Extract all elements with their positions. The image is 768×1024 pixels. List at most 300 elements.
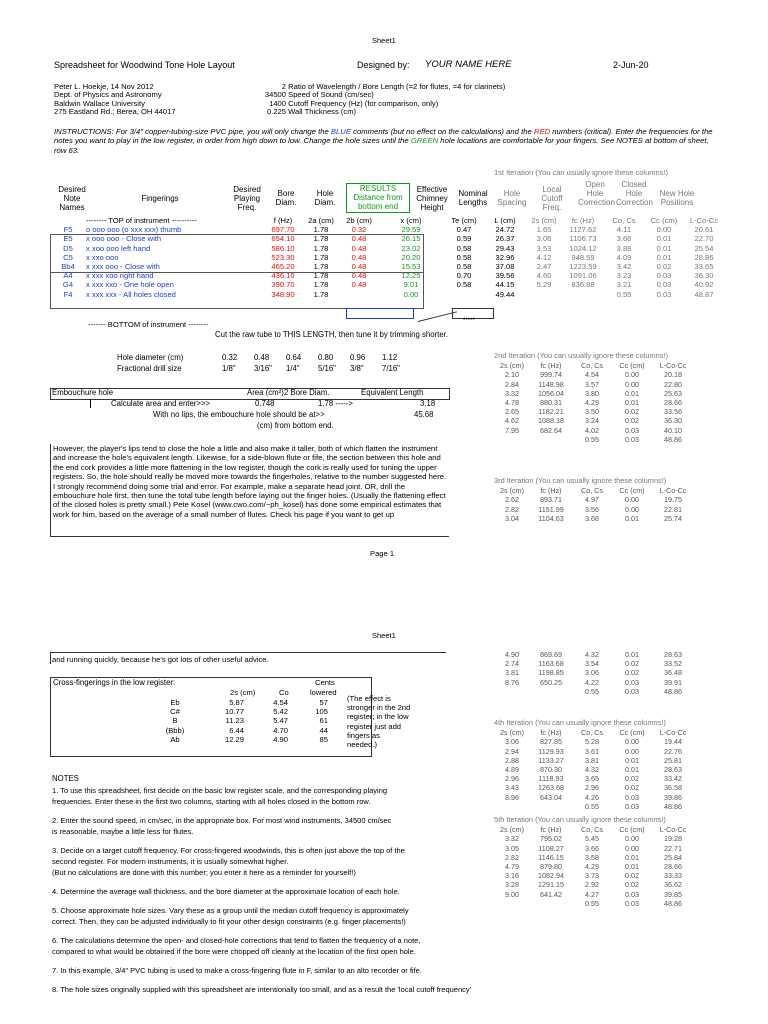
iteration-cell: 1104.63 — [538, 513, 564, 523]
iteration-cell: 4.54 — [585, 370, 599, 380]
col-header-bore: Bore Diam. — [275, 189, 297, 207]
page2-first-line: and running quickly, because he's got lots of other useful advice. — [52, 655, 269, 664]
note-line: 4. Determine the average wall thickness, and the bore diameter at the approximate location of each hole. — [52, 887, 400, 896]
group-box-left — [50, 234, 424, 273]
bore-value: 1.78 -----> — [318, 399, 353, 408]
note-line: (But no calculations are done with this number; you enter it here as a reminder for yourself!) — [52, 868, 356, 877]
cell-f[interactable]: 390.70 — [271, 280, 295, 290]
cell-x: 23.02 — [401, 243, 421, 253]
iteration-cell: 36.62 — [664, 880, 682, 890]
iteration-header-cell: L-Co-Cc — [659, 361, 687, 370]
cell-b[interactable]: 0.48 — [351, 280, 367, 290]
iteration-cell: 8.96 — [505, 792, 519, 802]
cell-l: 39.56 — [495, 271, 515, 281]
cell-a: 1.78 — [313, 289, 329, 299]
cross-cell: 5.47 — [273, 716, 288, 726]
hole-diam-value: 0.64 — [286, 353, 302, 362]
iteration-row — [494, 678, 694, 687]
cell-f[interactable]: 523.30 — [271, 252, 295, 262]
cell-te: 0.58 — [456, 262, 472, 272]
iteration-cell: 4.89 — [505, 765, 519, 774]
iteration-cell: 4.22 — [585, 677, 599, 687]
iteration-cell: 0.03 — [625, 792, 639, 802]
iteration-cell: 9.00 — [505, 889, 519, 899]
note-line: 2. Enter the sound speed, in cm/sec, in the appropriate box. For most wind instruments, 34500 cm/sec — [52, 816, 392, 825]
cell-fing[interactable]: x xxx xoo right hand — [86, 271, 154, 281]
hole-diam-value: 0.32 — [222, 353, 238, 362]
iteration-cell: 0.03 — [625, 434, 639, 444]
iteration-cell: 3.73 — [585, 871, 599, 881]
results-box-bottom — [346, 308, 414, 319]
iteration-header — [494, 728, 694, 737]
author-line: Peter L. Hoekje, 14 Nov 2012 — [54, 82, 154, 91]
params-block — [256, 83, 505, 117]
iteration-cell: 48.86 — [664, 686, 682, 696]
iteration-row — [494, 659, 694, 668]
col-header-fingerings: Fingerings — [141, 194, 179, 203]
page-2 — [0, 590, 768, 1024]
iteration-cell: 0.01 — [625, 765, 639, 774]
iteration-row — [494, 765, 694, 774]
cell-lcc: 40.92 — [694, 280, 714, 290]
col-header-nominal: Nominal Lengths — [458, 189, 488, 207]
iteration-cell: 1056.04 — [538, 388, 564, 398]
cell-cc: 0.00 — [656, 225, 672, 235]
iteration-title: 2nd Iteration (You can usually ignore these columns!) — [494, 351, 668, 360]
cell-s: 4.12 — [536, 252, 552, 262]
cell-x: 9.01 — [403, 280, 419, 290]
cell-fing[interactable]: x xxx xxo - One hole open — [86, 280, 174, 290]
iteration-row — [494, 416, 694, 425]
iteration-row — [494, 495, 694, 504]
cell-fing[interactable]: x xxx xxx - All holes closed — [86, 289, 176, 299]
iteration-row — [494, 880, 694, 889]
cell-fc — [562, 290, 604, 299]
cross-row — [140, 726, 332, 735]
date: 2-Jun-20 — [613, 60, 649, 70]
area-label: Area (cm²) — [247, 388, 284, 397]
iteration-cell: 4.32 — [585, 765, 599, 774]
note-line: 1. To use this spreadsheet, first decide on the basic low register scale, and the corresponding playing — [52, 786, 388, 795]
iteration-cell: 2.62 — [505, 495, 519, 505]
iteration-cell: 3.50 — [585, 407, 599, 417]
iteration-header-cell: 2s (cm) — [500, 361, 524, 370]
iteration-cell: 999.74 — [540, 370, 562, 380]
iteration-cell: 2.74 — [505, 659, 519, 669]
cross-cell: 85 — [319, 734, 328, 744]
iteration-cell: 1148.98 — [538, 379, 564, 389]
cross-cell: 4.90 — [273, 734, 288, 744]
cross-cell: Eb — [170, 698, 180, 707]
cell-s: 4.60 — [536, 271, 552, 281]
hole-diam-label: Hole diameter (cm) — [117, 353, 184, 362]
iteration-cell: 0.00 — [625, 379, 639, 389]
area-value[interactable]: 0.748 — [255, 399, 275, 408]
iteration-cell: 36.30 — [664, 416, 682, 426]
col-header-freq: Desired Playing Freq. — [233, 185, 261, 212]
iteration-row — [494, 756, 694, 765]
iteration-cell: 39.85 — [664, 889, 682, 899]
cross-cell: (Bbb) — [165, 725, 185, 735]
cell-fing[interactable]: x xxx ooo - Close with — [86, 262, 160, 272]
cursor-bar — [90, 399, 91, 408]
cross-cell: B — [172, 716, 178, 726]
cell-te: 0.58 — [456, 280, 472, 290]
cell-fc: 1024.12 — [569, 243, 597, 253]
cell-fing[interactable]: o ooo ooo (o xxx xxx) thumb — [86, 225, 182, 235]
cross-cell: 4.54 — [273, 698, 288, 707]
page-number: Page 1 — [370, 549, 395, 558]
cell-f[interactable]: 348.90 — [271, 289, 295, 299]
cell-lcc: 36.30 — [694, 271, 714, 281]
iteration-header-cell: fc (Hz) — [540, 825, 562, 834]
author-line: Baldwin Wallace University — [54, 98, 145, 108]
cell-l: 29.43 — [495, 243, 515, 253]
cell-cc: 0.03 — [656, 271, 672, 281]
cell-cc: 0.01 — [656, 252, 672, 262]
cell-b[interactable]: 0.48 — [351, 234, 367, 244]
cell-note[interactable]: E5 — [63, 234, 73, 244]
bore-label: 2 Bore Diam. — [284, 388, 330, 397]
cell-co: 3.23 — [616, 271, 632, 281]
cell-cc: 0.01 — [656, 243, 672, 253]
iteration-row — [494, 899, 694, 908]
iteration-cell: 4.90 — [505, 650, 519, 659]
iteration-cell: 33.52 — [664, 659, 682, 669]
cross-table — [140, 698, 332, 744]
iteration-cell: 0.02 — [625, 774, 639, 784]
iteration-cell: 0.01 — [625, 755, 639, 765]
iteration-cell: 880.31 — [540, 398, 562, 407]
cell-fing[interactable]: x ooo ooo - Close with — [86, 234, 162, 244]
cell-cc: 0.02 — [656, 262, 672, 272]
paragraph-lips: However, the player's lips tend to close the hole a little and also make it taller, both of which flatten the instrument and increase the hole's equivalent length. Likewise, for a side-blown flute or fife, the section between this hole and the end cork provides a little more flattening in the low register, though the cork is really used for tuning the upper registers. So, the hole should really be moved more towards the fingerholes, relative to the number suggested here. I strongly recommend doing some trial and error. For example, make a separate head joint. OR, drill the embouchure hole first, then tune the total tube length before laying out the finger holes. (Usually the flattening effect of the closed holes is pretty small.) Pete Kosel (www.cwo.com/~ph_kosel) has done some empirical estimates that work for him, based on the average of a small number of flutes. Check his page if you want to get up — [50, 444, 449, 537]
col-header-closed: Closed Hole Correction — [616, 180, 653, 207]
cell-lcc: 28.86 — [694, 252, 714, 262]
cell-co: 4.09 — [616, 252, 632, 262]
iteration-header-cell: Cc (cm) — [619, 728, 645, 737]
cross-row — [140, 735, 332, 744]
iteration-title: 4th Iteration (You can usually ignore these columns!) — [494, 718, 666, 727]
iteration-cell: 2.96 — [585, 783, 599, 793]
iteration-row — [494, 793, 694, 802]
cell-fc: 1106.73 — [569, 234, 597, 244]
iteration-cell: 22.71 — [664, 843, 682, 853]
iteration-cell: 4.78 — [505, 398, 519, 407]
col-header-results: RESULTS Distance from bottom end — [346, 183, 410, 213]
iteration-row — [494, 862, 694, 871]
col-header-hole: Hole Diam. — [314, 189, 336, 207]
cross-cell: Ab — [170, 734, 180, 744]
iteration-cell: 0.55 — [585, 898, 599, 908]
drill-value: 3/16" — [254, 364, 272, 373]
iteration-cell: 28.66 — [664, 398, 682, 407]
cell-l: 24.72 — [495, 225, 515, 235]
iteration-cell: 0.55 — [585, 686, 599, 696]
iteration-cell: 1182.21 — [538, 407, 564, 417]
cell-b[interactable]: 0.48 — [351, 243, 367, 253]
cross-cell: 4.70 — [273, 725, 288, 735]
iteration-cell: 3.16 — [505, 871, 519, 881]
iteration-table — [494, 737, 694, 811]
iteration-cell: 28.63 — [664, 650, 682, 659]
cut-note: Cut the raw tube to THIS LENGTH, then tune it by trimming shorter. — [215, 330, 448, 339]
iteration-cell: 0.01 — [625, 513, 639, 523]
iteration-cell: 4.26 — [585, 792, 599, 802]
iteration-row — [494, 890, 694, 899]
cross-cell: 61 — [319, 716, 328, 726]
iteration-cell — [530, 802, 572, 811]
note-line: 7. In this example, 3/4" PVC tubing is used to make a cross-fingering flute in F, similar to an alto recorder or fife. — [52, 966, 422, 975]
cell-a: 1.78 — [313, 243, 329, 253]
col-header-effective: Effective Chimney Height — [416, 185, 448, 212]
cell-b[interactable]: 0.48 — [351, 262, 367, 272]
iteration-header-cell: Cc (cm) — [619, 361, 645, 370]
iteration-cell: 22.80 — [664, 379, 682, 389]
iteration-cell: 3.28 — [505, 880, 519, 890]
iteration-cell: 3.81 — [585, 755, 599, 765]
iteration-title: 5th Iteration (You can usually ignore these columns!) — [494, 815, 666, 824]
iteration-cell: 1263.68 — [538, 783, 564, 793]
iteration-header — [494, 361, 694, 370]
hole-diam-values — [222, 353, 414, 362]
cell-lcc: 20.61 — [694, 225, 714, 235]
calc-label: Calculate area and enter>>> — [111, 399, 211, 408]
cell-b[interactable]: 0.48 — [351, 252, 367, 262]
iteration-cell: 0.02 — [625, 407, 639, 417]
hole-diam-value: 0.96 — [350, 353, 366, 362]
note-line: is reasonable, maybe a little less for flutes. — [52, 827, 194, 836]
cell-f[interactable]: 465.20 — [271, 262, 295, 272]
iteration-cell: 36.48 — [664, 668, 682, 678]
page2-rule — [50, 652, 446, 653]
cell-note[interactable]: A4 — [63, 271, 73, 281]
iteration-cell: 0.00 — [625, 504, 639, 514]
cell-x: 20.20 — [401, 252, 421, 262]
cell-l: 49.44 — [495, 289, 515, 299]
cross-cell: 105 — [315, 707, 328, 717]
iteration-row — [494, 389, 694, 398]
cell-a: 1.78 — [313, 234, 329, 244]
iteration-cell — [494, 435, 530, 444]
iteration-cell: 4.29 — [585, 398, 599, 407]
cell-lcc: 33.65 — [694, 262, 714, 272]
cell-l: 26.37 — [495, 234, 515, 244]
iteration-cell: 0.02 — [625, 659, 639, 669]
cell-note[interactable]: D5 — [63, 243, 73, 253]
cell-fc: 948.59 — [571, 252, 595, 262]
iteration-title: 3rd Iteration (You can usually ignore these columns!) — [494, 476, 667, 485]
sheet-title-2: Sheet1 — [372, 631, 396, 640]
iteration-cell: 3.06 — [585, 668, 599, 678]
iteration-cell: 827.85 — [540, 737, 562, 747]
iteration-row — [494, 783, 694, 792]
iteration-cell: 2.65 — [505, 407, 519, 417]
iteration-row — [494, 407, 694, 416]
iteration-cell: 0.03 — [625, 686, 639, 696]
iteration-cell: 0.00 — [625, 737, 639, 747]
iteration-cell — [530, 435, 572, 444]
cell-note[interactable]: F4 — [63, 289, 73, 299]
cell-note[interactable]: C5 — [63, 252, 73, 262]
iteration-cell: 3.68 — [585, 513, 599, 523]
iteration-cell: 20.18 — [664, 370, 682, 380]
cell-b[interactable]: 0.48 — [351, 271, 367, 281]
iteration-table — [494, 370, 694, 444]
iteration-cell: 8.76 — [505, 677, 519, 687]
iteration-cell: 0.03 — [625, 677, 639, 687]
iteration-row — [494, 834, 694, 843]
iteration-header-cell: Co, Cs — [581, 361, 603, 370]
iteration-cell: 4.79 — [505, 862, 519, 871]
designed-by-name: YOUR NAME HERE — [425, 59, 512, 70]
iteration-header-cell: Cc (cm) — [619, 486, 645, 495]
iteration-cell: 0.55 — [585, 434, 599, 444]
iteration-cell: 48.86 — [664, 801, 682, 811]
cross-cell: 5.87 — [229, 698, 244, 707]
units-row: -------- TOP of instrument ---------- f (Hz) 2a (cm) 2b (cm) x (cm) Te (cm) L (cm) 2s (cm) fc (Hz) Co, Cs Cc (cm) L-Co-Cc — [86, 216, 719, 225]
cell-s — [526, 290, 562, 299]
iteration-table — [494, 834, 694, 908]
iteration-row — [494, 802, 694, 811]
iteration-cell: 2.96 — [505, 774, 519, 784]
cross-cell: 12.29 — [224, 734, 244, 744]
instructions: INSTRUCTIONS: For 3/4" copper-tubing-size PVC pipe, you will only change the BLUE comments (but no effect on the calculations) and the RED numbers (critical). Enter the frequencies for the notes you want to play in the low register, in order from high down to low. Change the hole sizes until the GREEN hole locations are comfortable for your fingers. See NOTES at bottom of sheet, row 63. — [54, 127, 713, 155]
nolips-value: 45.68 — [414, 410, 434, 419]
cell-lcc: 48.87 — [694, 289, 714, 299]
iteration-cell: 3.32 — [505, 834, 519, 844]
iteration-cell: 2.84 — [505, 379, 519, 389]
iteration-cell: 5.45 — [585, 834, 599, 844]
cell-te — [444, 290, 484, 299]
cell-co: 3.88 — [616, 243, 632, 253]
cents-label: Cents — [315, 678, 335, 687]
cell-s: 3.53 — [536, 243, 552, 253]
iteration-cell: 3.81 — [505, 668, 519, 678]
param-row: 34500 Speed of Sound (cm/sec) — [264, 90, 374, 100]
iteration-cell: 3.32 — [505, 388, 519, 398]
iteration-header-cell: fc (Hz) — [540, 361, 562, 370]
cross-note: (The effect is stronger in the 2nd register; in the low register just add fingers as needed.) — [347, 694, 411, 750]
cell-te: 0.70 — [456, 271, 472, 281]
cross-row — [140, 707, 332, 716]
cell-co: 0.55 — [616, 289, 632, 299]
iteration-cell: 1291.15 — [538, 880, 564, 890]
iteration-cell: 3.04 — [505, 513, 519, 523]
cell-a: 1.78 — [313, 280, 329, 290]
group-box-right — [50, 271, 424, 309]
iteration-cell: 2.82 — [505, 852, 519, 862]
drill-value: 1/8" — [222, 364, 236, 373]
drill-values — [222, 364, 414, 373]
iteration-cell: 4.32 — [585, 650, 599, 659]
iteration-cell: 1108.27 — [538, 843, 564, 853]
iteration-cell: 0.01 — [625, 862, 639, 871]
cross-cell: 11.23 — [225, 716, 244, 726]
iteration-cell: 22.81 — [664, 504, 682, 514]
iteration-cell: 0.00 — [625, 843, 639, 853]
iteration-cell: 0.03 — [625, 889, 639, 899]
iteration-row — [494, 737, 694, 746]
note-line: correct. Then, they can be adjusted individually to fit your other design constraints (e.g. finger placements!) — [52, 917, 406, 926]
cell-note[interactable]: G4 — [62, 280, 74, 290]
cross-cell: 6.44 — [229, 725, 244, 735]
iteration-row — [494, 505, 694, 514]
iteration-cell: 3.54 — [585, 659, 599, 669]
cell-f[interactable]: 697.70 — [271, 225, 295, 235]
cross-row — [140, 698, 332, 707]
iteration-cell: 19.44 — [664, 737, 682, 747]
iteration-cell: 4.27 — [585, 889, 599, 899]
iteration-row — [494, 853, 694, 862]
sheet-title: Sheet1 — [372, 36, 396, 45]
cell-fing[interactable]: x xxo ooo — [86, 252, 119, 262]
drill-label: Fractional drill size — [117, 364, 182, 373]
cell-f[interactable]: 436.10 — [271, 271, 295, 281]
iteration-cell: 643.04 — [540, 792, 562, 802]
stars: ***** — [463, 318, 475, 324]
iteration-cell — [494, 687, 530, 696]
nolips-label: With no lips, the embouchure hole should be at>> — [153, 410, 325, 419]
cell-fc: 1127.62 — [569, 225, 597, 235]
iteration-cell: 4.62 — [505, 416, 519, 426]
cross-cell: 10.77 — [224, 707, 244, 717]
cell-cc: 0.01 — [656, 234, 672, 244]
iteration-cell: 0.55 — [585, 801, 599, 811]
from-bottom-label: (cm) from bottom end. — [257, 421, 334, 430]
iteration-cell: 3.65 — [585, 774, 599, 784]
iteration-row — [494, 871, 694, 880]
iteration-cell: 33.56 — [664, 407, 682, 417]
cell-te: 0.59 — [456, 234, 472, 244]
iteration-cell: 4.02 — [585, 425, 599, 435]
cell-b[interactable]: 0.32 — [351, 225, 367, 235]
param-row: 1400 Cutoff Frequency (Hz) (for comparison, only) — [269, 98, 439, 108]
author-line: Dept. of Physics and Astronomy — [54, 90, 162, 100]
iteration-cell: 0.02 — [625, 871, 639, 881]
iteration-cell: 36.58 — [664, 783, 682, 793]
iteration-row — [494, 668, 694, 677]
iteration-cell: 28.66 — [664, 862, 682, 871]
hole-diam-value: 1.12 — [382, 353, 398, 362]
cell-fing[interactable]: x xoo ooo left hand — [86, 243, 151, 253]
iteration-cell: 4.97 — [585, 495, 599, 505]
iteration-cell: 3.61 — [585, 746, 599, 756]
iteration-cell: 0.01 — [625, 852, 639, 862]
iteration-header-cell: fc (Hz) — [540, 728, 562, 737]
cell-f[interactable]: 586.10 — [271, 243, 295, 253]
cell-f[interactable]: 654.10 — [271, 234, 295, 244]
col-header-spacing: Hole Spacing — [497, 189, 527, 207]
iteration-cell: 0.02 — [625, 416, 639, 426]
iteration-row — [494, 380, 694, 389]
cell-cc: 0.03 — [656, 280, 672, 290]
cell-te: 0.58 — [456, 243, 472, 253]
cell-note[interactable]: Bb4 — [61, 262, 75, 272]
iteration-cell: 650.25 — [540, 677, 562, 687]
iteration-row — [494, 370, 694, 379]
iteration-cell: 19.75 — [664, 495, 682, 505]
embouchure-title: Embouchure hole — [52, 388, 114, 397]
iteration-cell: 22.76 — [664, 746, 682, 756]
iteration-cell: 3.43 — [505, 783, 519, 793]
iteration-cell: 0.01 — [625, 388, 639, 398]
cell-co: 3.42 — [616, 262, 632, 272]
iteration-cell: 0.02 — [625, 668, 639, 678]
iteration-cell: 0.00 — [625, 834, 639, 844]
cross-cell: 44 — [319, 725, 328, 735]
cell-note[interactable]: F5 — [63, 225, 73, 235]
